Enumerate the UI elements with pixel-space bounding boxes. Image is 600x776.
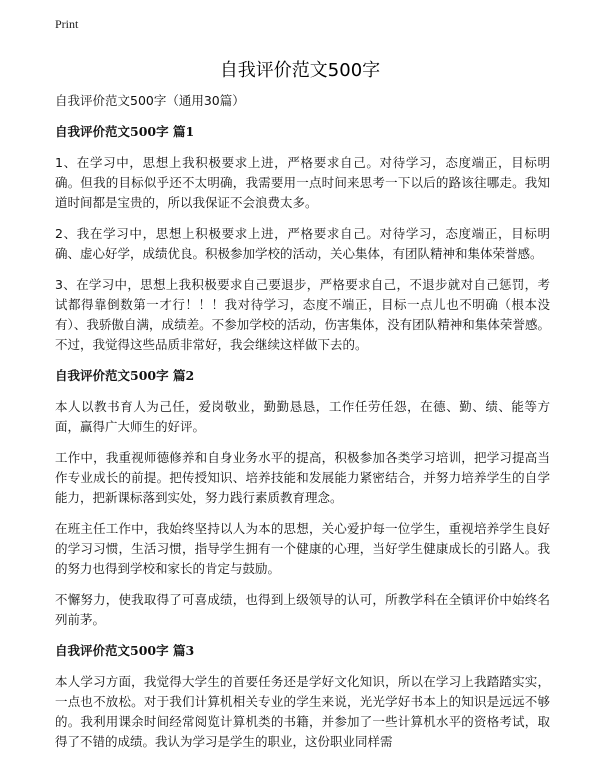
- paragraph: 1、在学习中，思想上我积极要求上进，严格要求自己。对待学习，态度端正，目标明确。但我的目标似乎还不太明确，我需要用一点时间来思考一下以后的路该往哪走。我知道时间都是宝贵的，所以我保证不会浪费太多。: [55, 155, 550, 210]
- section-heading: 自我评价范文500字 篇1: [55, 124, 195, 139]
- section-3: [55, 641, 550, 752]
- section-heading: 自我评价范文500字 篇2: [55, 368, 195, 383]
- document-title: 自我评价范文500字: [219, 60, 381, 81]
- paragraph: 本人学习方面，我觉得大学生的首要任务还是学好文化知识，所以在学习上我踏踏实实，一点也不放松。对于我们计算机相关专业的学生来说，光光学好书本上的知识是远远不够的。我利用课余时间经常阅览计算机类的书籍，并参加了一些计算机水平的资格考试，取得了不错的成绩。我认为学习是学生的职业，这份职业同样需: [55, 674, 550, 749]
- paragraph: 工作中，我重视师德修养和自身业务水平的提高，积极参加各类学习培训，把学习提高当作专业成长的前提。把传授知识、培养技能和发展能力紧密结合，并努力培养学生的自学能力，把新课标落到实处，努力践行素质教育理念。: [55, 450, 550, 505]
- paragraph: 3、在学习中，思想上我积极要求自己要退步，严格要求自己，不退步就对自己惩罚，考试都得靠倒数第一才行！！！我对待学习，态度不端正，目标一点儿也不明确（根本没有）、我骄傲自满，成绩差。不参加学校的活动，伤害集体，没有团队精神和集体荣誉感。不过，我觉得这些品质非常好，我会继续这样做下去的。: [55, 277, 550, 352]
- paragraph: 不懈努力，使我取得了可喜成绩，也得到上级领导的认可，所教学科在全镇评价中始终名列前茅。: [55, 592, 550, 627]
- document-body: [55, 91, 550, 763]
- document-subtitle: 自我评价范文500字（通用30篇）: [55, 93, 245, 108]
- paragraph: 2、我在学习中，思想上积极要求上进，严格要求自己。对待学习，态度端正，目标明确、虚心好学，成绩优良。积极参加学校的活动，关心集体，有团队精神和集体荣誉感。: [55, 226, 550, 261]
- section-2: [55, 366, 550, 630]
- section-heading: 自我评价范文500字 篇3: [55, 643, 195, 658]
- section-1: [55, 122, 550, 355]
- print-label: Print: [55, 17, 79, 31]
- paragraph: 本人以教书育人为己任，爱岗敬业，勤勤恳恳，工作任劳任怨，在德、勤、绩、能等方面，赢得广大师生的好评。: [55, 399, 550, 434]
- paragraph: 在班主任工作中，我始终坚持以人为本的思想，关心爱护每一位学生，重视培养学生良好的学习习惯，生活习惯，指导学生拥有一个健康的心理，当好学生健康成长的引路人。我的努力也得到学校和家长的肯定与鼓励。: [55, 521, 550, 576]
